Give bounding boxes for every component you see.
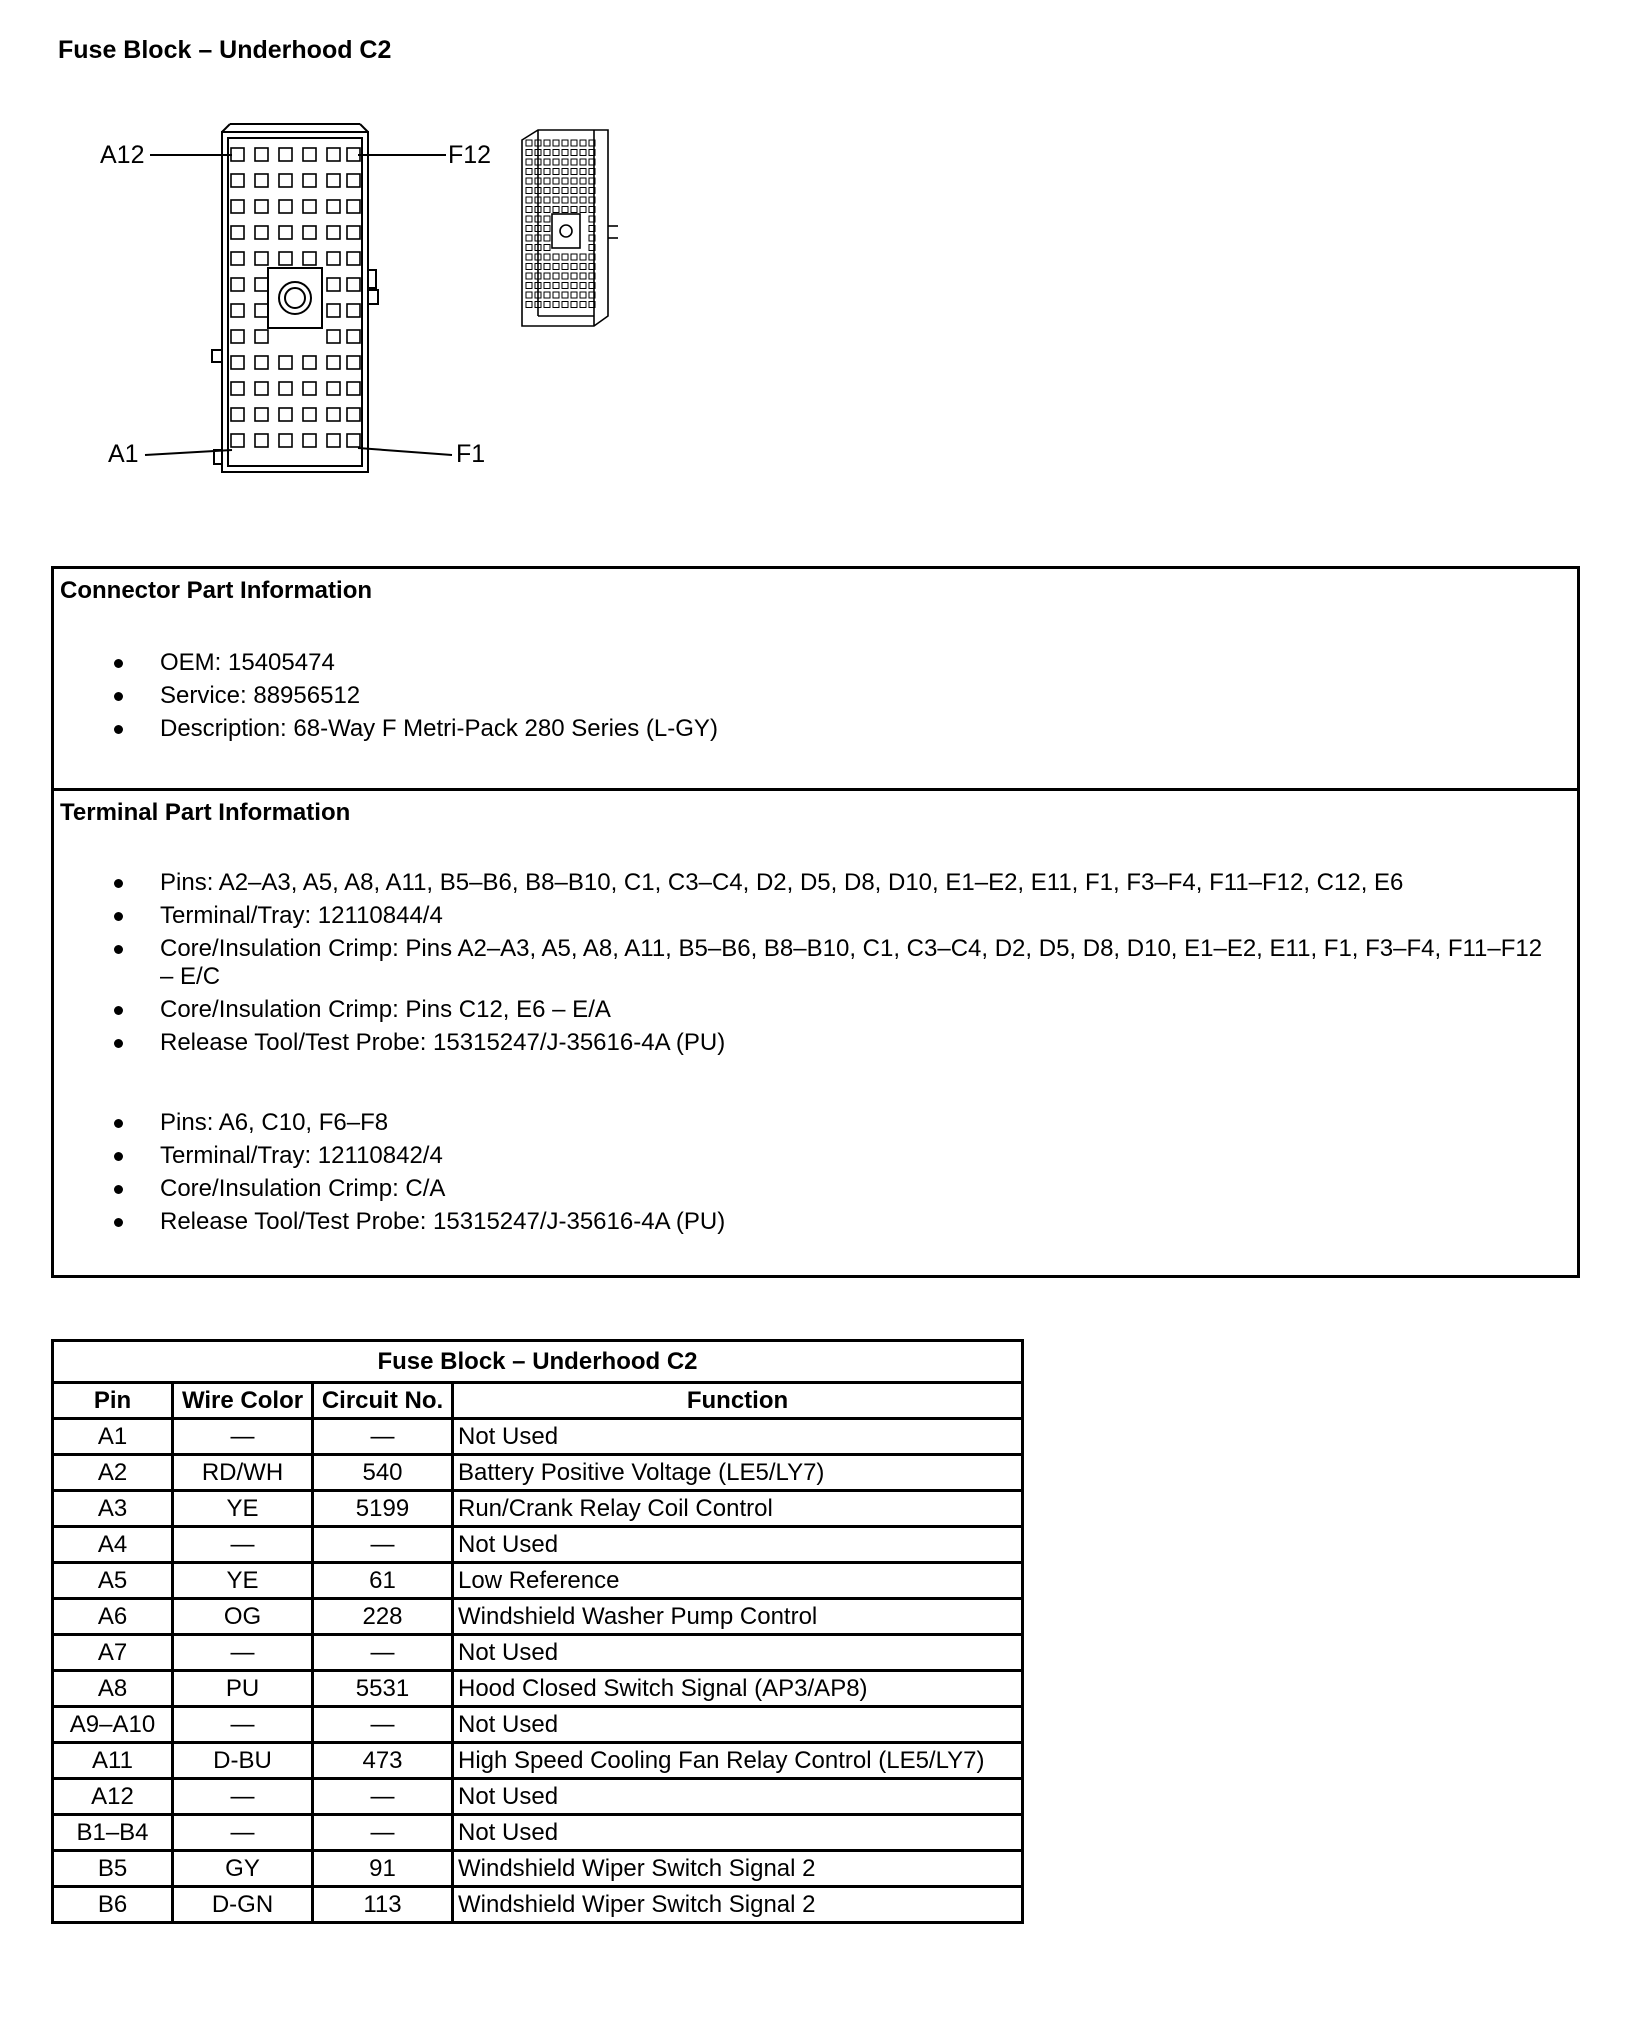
circuit-cell: 228 — [313, 1599, 453, 1635]
isometric-cavity — [571, 169, 577, 175]
isometric-cavity — [562, 169, 568, 175]
connector-cavity — [231, 252, 244, 265]
list-item: Service: 88956512 — [54, 682, 1560, 710]
isometric-cavity — [544, 283, 550, 289]
isometric-cavity — [526, 235, 532, 241]
connector-cavity — [279, 356, 292, 369]
isometric-cavity — [571, 140, 577, 146]
connector-cavity — [255, 408, 268, 421]
circuit-cell: 5531 — [313, 1671, 453, 1707]
table-row — [53, 1851, 1023, 1887]
isometric-cavity — [580, 169, 586, 175]
isometric-cavity — [544, 169, 550, 175]
connector-info-heading: Connector Part Information — [60, 577, 373, 604]
isometric-cavity — [526, 169, 532, 175]
isometric-cavity — [571, 302, 577, 308]
pin-cell: A4 — [53, 1527, 173, 1563]
wire-color-cell: — — [173, 1707, 313, 1743]
wire-color-cell: D-GN — [173, 1887, 313, 1923]
isometric-cavity — [571, 273, 577, 279]
connector-cavity — [255, 382, 268, 395]
connector-cavity — [327, 200, 340, 213]
table-row — [53, 1563, 1023, 1599]
circuit-cell: 5199 — [313, 1491, 453, 1527]
connector-cavity — [347, 408, 360, 421]
connector-cavity — [255, 434, 268, 447]
circuit-cell: 91 — [313, 1851, 453, 1887]
connector-cavity — [347, 252, 360, 265]
isometric-cavity — [544, 140, 550, 146]
isometric-cavity — [526, 245, 532, 251]
isometric-cavity — [571, 188, 577, 194]
wire-color-cell: — — [173, 1779, 313, 1815]
pin-cell: A12 — [53, 1779, 173, 1815]
connector-cavity — [231, 408, 244, 421]
connector-cavity — [347, 226, 360, 239]
table-row — [53, 1419, 1023, 1455]
isometric-cavity — [526, 292, 532, 298]
connector-cavity — [231, 148, 244, 161]
isometric-cavity — [562, 292, 568, 298]
connector-cavity — [279, 408, 292, 421]
connector-cavity — [327, 382, 340, 395]
wire-color-cell: — — [173, 1527, 313, 1563]
circuit-cell: — — [313, 1527, 453, 1563]
terminal-info-group-2 — [54, 1109, 1560, 1241]
list-item: Core/Insulation Crimp: Pins C12, E6 – E/A — [54, 996, 1560, 1024]
connector-cavity — [255, 226, 268, 239]
pin-table-title: Fuse Block – Underhood C2 — [53, 1341, 1023, 1383]
circuit-cell: 473 — [313, 1743, 453, 1779]
isometric-cavity — [526, 273, 532, 279]
isometric-cavity — [553, 292, 559, 298]
isometric-cavity — [580, 178, 586, 184]
page-title: Fuse Block – Underhood C2 — [58, 36, 392, 64]
isometric-cavity — [562, 273, 568, 279]
terminal-info-group-1 — [54, 869, 1560, 1062]
list-item: Terminal/Tray: 12110842/4 — [54, 1142, 1560, 1170]
pin-cell: A2 — [53, 1455, 173, 1491]
isometric-cavity — [526, 140, 532, 146]
isometric-cavity — [562, 254, 568, 260]
connector-cavity — [255, 304, 268, 317]
column-header-wire-color: Wire Color — [173, 1383, 313, 1419]
isometric-cavity — [526, 150, 532, 156]
pin-cell: B5 — [53, 1851, 173, 1887]
isometric-cavity — [553, 302, 559, 308]
isometric-cavity — [553, 254, 559, 260]
pin-cell: A7 — [53, 1635, 173, 1671]
connector-cavity — [279, 434, 292, 447]
connector-drawing — [0, 0, 700, 520]
circuit-cell: — — [313, 1815, 453, 1851]
connector-cavity — [347, 278, 360, 291]
column-header-circuit: Circuit No. — [313, 1383, 453, 1419]
isometric-cavity — [562, 283, 568, 289]
wire-color-cell: D-BU — [173, 1743, 313, 1779]
connector-cavity — [347, 330, 360, 343]
list-item: Core/Insulation Crimp: C/A — [54, 1175, 1560, 1203]
connector-cavity — [303, 226, 316, 239]
isometric-cavity — [553, 283, 559, 289]
connector-info-list — [54, 649, 1560, 748]
connector-cavity — [255, 330, 268, 343]
connector-cavity — [231, 200, 244, 213]
isometric-cavity — [526, 197, 532, 203]
isometric-cavity — [553, 150, 559, 156]
connector-diagram — [0, 0, 700, 520]
terminal-info-heading: Terminal Part Information — [60, 799, 351, 826]
list-item: OEM: 15405474 — [54, 649, 1560, 677]
function-cell: Not Used — [453, 1527, 1023, 1563]
isometric-cavity — [526, 207, 532, 213]
column-header-pin: Pin — [53, 1383, 173, 1419]
function-cell: Windshield Wiper Switch Signal 2 — [453, 1851, 1023, 1887]
connector-cavity — [303, 200, 316, 213]
connector-cavity — [327, 434, 340, 447]
connector-cavity — [327, 408, 340, 421]
pin-label-f12: F12 — [448, 141, 492, 169]
connector-cavity — [255, 252, 268, 265]
list-item: Core/Insulation Crimp: Pins A2–A3, A5, A8, A11, B5–B6, B8–B10, C1, C3–C4, D2, D5, D8, D10, E1–E2, E11, F1, F3–F4, F11–F12 – E/C — [54, 935, 1560, 991]
table-row — [53, 1779, 1023, 1815]
connector-cavity — [255, 278, 268, 291]
pin-cell: A5 — [53, 1563, 173, 1599]
isometric-cavity — [544, 264, 550, 270]
isometric-cavity — [580, 302, 586, 308]
table-row — [53, 1671, 1023, 1707]
table-row — [53, 1887, 1023, 1923]
isometric-cavity — [526, 178, 532, 184]
isometric-cavity — [544, 226, 550, 232]
isometric-cavity — [580, 292, 586, 298]
function-cell: Windshield Wiper Switch Signal 2 — [453, 1887, 1023, 1923]
connector-center-boss — [268, 268, 322, 328]
isometric-cavity — [571, 207, 577, 213]
isometric-cavity — [562, 178, 568, 184]
function-cell: Low Reference — [453, 1563, 1023, 1599]
isometric-cavity — [544, 273, 550, 279]
isometric-cavity — [571, 292, 577, 298]
isometric-cavity — [562, 197, 568, 203]
isometric-cavity — [553, 207, 559, 213]
connector-cavity — [347, 174, 360, 187]
isometric-cavity — [562, 188, 568, 194]
isometric-cavity — [580, 273, 586, 279]
isometric-cavity — [562, 159, 568, 165]
part-information-box — [51, 566, 1580, 1278]
isometric-cavity — [544, 159, 550, 165]
connector-cavity — [255, 174, 268, 187]
list-item: Terminal/Tray: 12110844/4 — [54, 902, 1560, 930]
function-cell: Not Used — [453, 1419, 1023, 1455]
connector-cavity — [347, 304, 360, 317]
connector-cavity — [279, 382, 292, 395]
connector-cavity — [327, 174, 340, 187]
connector-cavity — [303, 408, 316, 421]
connector-cavity — [231, 356, 244, 369]
isometric-cavity — [580, 197, 586, 203]
isometric-cavity — [571, 178, 577, 184]
connector-cavity — [231, 226, 244, 239]
isometric-cavity — [562, 150, 568, 156]
isometric-cavity — [553, 188, 559, 194]
isometric-cavity — [580, 283, 586, 289]
pin-table-body — [53, 1419, 1023, 1923]
isometric-cavity — [544, 235, 550, 241]
connector-cavity — [255, 356, 268, 369]
isometric-cavity — [580, 188, 586, 194]
isometric-cavity — [526, 216, 532, 222]
table-row — [53, 1527, 1023, 1563]
isometric-cavity — [580, 264, 586, 270]
isometric-cavity — [553, 273, 559, 279]
connector-part-information — [54, 569, 1577, 791]
isometric-cavity — [553, 178, 559, 184]
list-item: Release Tool/Test Probe: 15315247/J-35616-4A (PU) — [54, 1208, 1560, 1236]
isometric-cavity — [553, 159, 559, 165]
connector-cavity — [327, 226, 340, 239]
isometric-cavity — [544, 292, 550, 298]
table-row — [53, 1707, 1023, 1743]
isometric-cavity — [526, 264, 532, 270]
list-item: Description: 68-Way F Metri-Pack 280 Series (L-GY) — [54, 715, 1560, 743]
isometric-cavity — [571, 264, 577, 270]
wire-color-cell: — — [173, 1815, 313, 1851]
isometric-cavity — [562, 264, 568, 270]
isometric-cavity — [571, 159, 577, 165]
isometric-cavity — [544, 188, 550, 194]
wire-color-cell: PU — [173, 1671, 313, 1707]
connector-cavity — [231, 434, 244, 447]
circuit-cell: — — [313, 1707, 453, 1743]
circuit-cell: 113 — [313, 1887, 453, 1923]
leader-a1 — [145, 450, 232, 455]
connector-cavity — [231, 382, 244, 395]
pin-cell: B6 — [53, 1887, 173, 1923]
pin-cell: A9–A10 — [53, 1707, 173, 1743]
connector-cavity — [279, 226, 292, 239]
column-header-function: Function — [453, 1383, 1023, 1419]
connector-cavity — [303, 148, 316, 161]
wire-color-cell: — — [173, 1635, 313, 1671]
isometric-cavity — [544, 197, 550, 203]
connector-cavity — [231, 330, 244, 343]
list-item: Pins: A6, C10, F6–F8 — [54, 1109, 1560, 1137]
table-row — [53, 1491, 1023, 1527]
isometric-cavity — [571, 283, 577, 289]
function-cell: Not Used — [453, 1815, 1023, 1851]
connector-cavity — [327, 278, 340, 291]
isometric-cavity — [544, 245, 550, 251]
circuit-cell: 61 — [313, 1563, 453, 1599]
isometric-cavity — [571, 197, 577, 203]
circuit-cell: — — [313, 1419, 453, 1455]
table-row — [53, 1599, 1023, 1635]
function-cell: Not Used — [453, 1707, 1023, 1743]
table-row — [53, 1635, 1023, 1671]
connector-cavity — [303, 174, 316, 187]
leader-f1 — [358, 448, 452, 455]
function-cell: High Speed Cooling Fan Relay Control (LE5/LY7) — [453, 1743, 1023, 1779]
connector-cavity — [347, 200, 360, 213]
connector-cavity — [327, 356, 340, 369]
isometric-cavity — [580, 159, 586, 165]
connector-cavity — [327, 304, 340, 317]
list-item: Pins: A2–A3, A5, A8, A11, B5–B6, B8–B10, C1, C3–C4, D2, D5, D8, D10, E1–E2, E11, F1, F3–F4, F11–F12, C12, E6 — [54, 869, 1560, 897]
pin-label-f1: F1 — [456, 440, 486, 468]
pin-cell: A6 — [53, 1599, 173, 1635]
circuit-cell: — — [313, 1779, 453, 1815]
connector-cavity — [347, 382, 360, 395]
connector-cavity — [347, 434, 360, 447]
connector-cavity — [347, 356, 360, 369]
connector-cavity — [303, 382, 316, 395]
list-item: Release Tool/Test Probe: 15315247/J-35616-4A (PU) — [54, 1029, 1560, 1057]
wire-color-cell: — — [173, 1419, 313, 1455]
isometric-cavity — [544, 207, 550, 213]
connector-cavity — [255, 200, 268, 213]
pin-table — [51, 1339, 1024, 1924]
connector-cavity — [279, 200, 292, 213]
wire-color-cell: GY — [173, 1851, 313, 1887]
function-cell: Not Used — [453, 1779, 1023, 1815]
connector-cavity — [303, 356, 316, 369]
isometric-cavity — [526, 226, 532, 232]
isometric-cavity — [526, 283, 532, 289]
wire-color-cell: YE — [173, 1563, 313, 1599]
isometric-cavity — [544, 150, 550, 156]
terminal-part-information — [54, 791, 1577, 1275]
isometric-cavity — [580, 140, 586, 146]
connector-cavity — [231, 304, 244, 317]
connector-cavity — [327, 148, 340, 161]
isometric-cavity — [544, 178, 550, 184]
function-cell: Hood Closed Switch Signal (AP3/AP8) — [453, 1671, 1023, 1707]
isometric-cavity — [571, 150, 577, 156]
isometric-cavity — [526, 302, 532, 308]
table-row — [53, 1455, 1023, 1491]
wire-color-cell: YE — [173, 1491, 313, 1527]
connector-cavity — [279, 252, 292, 265]
isometric-cavity — [580, 254, 586, 260]
pin-cell: A1 — [53, 1419, 173, 1455]
connector-cavity — [255, 148, 268, 161]
function-cell: Windshield Washer Pump Control — [453, 1599, 1023, 1635]
pin-label-a1: A1 — [108, 440, 139, 468]
wire-color-cell: RD/WH — [173, 1455, 313, 1491]
isometric-cavity — [544, 302, 550, 308]
connector-cavity — [303, 252, 316, 265]
pin-table-header-row — [53, 1383, 1023, 1419]
function-cell: Run/Crank Relay Coil Control — [453, 1491, 1023, 1527]
isometric-cavity — [526, 159, 532, 165]
connector-cavity — [327, 252, 340, 265]
connector-cavity — [279, 148, 292, 161]
isometric-cavity — [553, 264, 559, 270]
isometric-cavity — [553, 140, 559, 146]
isometric-cavity — [562, 302, 568, 308]
connector-cavity — [279, 174, 292, 187]
isometric-cavity — [544, 254, 550, 260]
isometric-cavity — [580, 150, 586, 156]
isometric-cavity — [553, 169, 559, 175]
wire-color-cell: OG — [173, 1599, 313, 1635]
pin-cell: A3 — [53, 1491, 173, 1527]
connector-cavity — [231, 278, 244, 291]
isometric-cavity — [526, 254, 532, 260]
isometric-cavity — [562, 207, 568, 213]
pin-label-a12: A12 — [100, 141, 145, 169]
pin-cell: B1–B4 — [53, 1815, 173, 1851]
connector-cavity — [231, 174, 244, 187]
table-row — [53, 1815, 1023, 1851]
isometric-cavity — [580, 207, 586, 213]
pin-cell: A8 — [53, 1671, 173, 1707]
isometric-cavity — [553, 197, 559, 203]
table-row — [53, 1743, 1023, 1779]
circuit-cell: 540 — [313, 1455, 453, 1491]
function-cell: Battery Positive Voltage (LE5/LY7) — [453, 1455, 1023, 1491]
pin-cell: A11 — [53, 1743, 173, 1779]
isometric-cavity — [571, 254, 577, 260]
function-cell: Not Used — [453, 1635, 1023, 1671]
connector-cavity — [303, 434, 316, 447]
isometric-cavity — [562, 140, 568, 146]
connector-cavity — [327, 330, 340, 343]
isometric-cavity — [526, 188, 532, 194]
isometric-cavity — [544, 216, 550, 222]
circuit-cell: — — [313, 1635, 453, 1671]
